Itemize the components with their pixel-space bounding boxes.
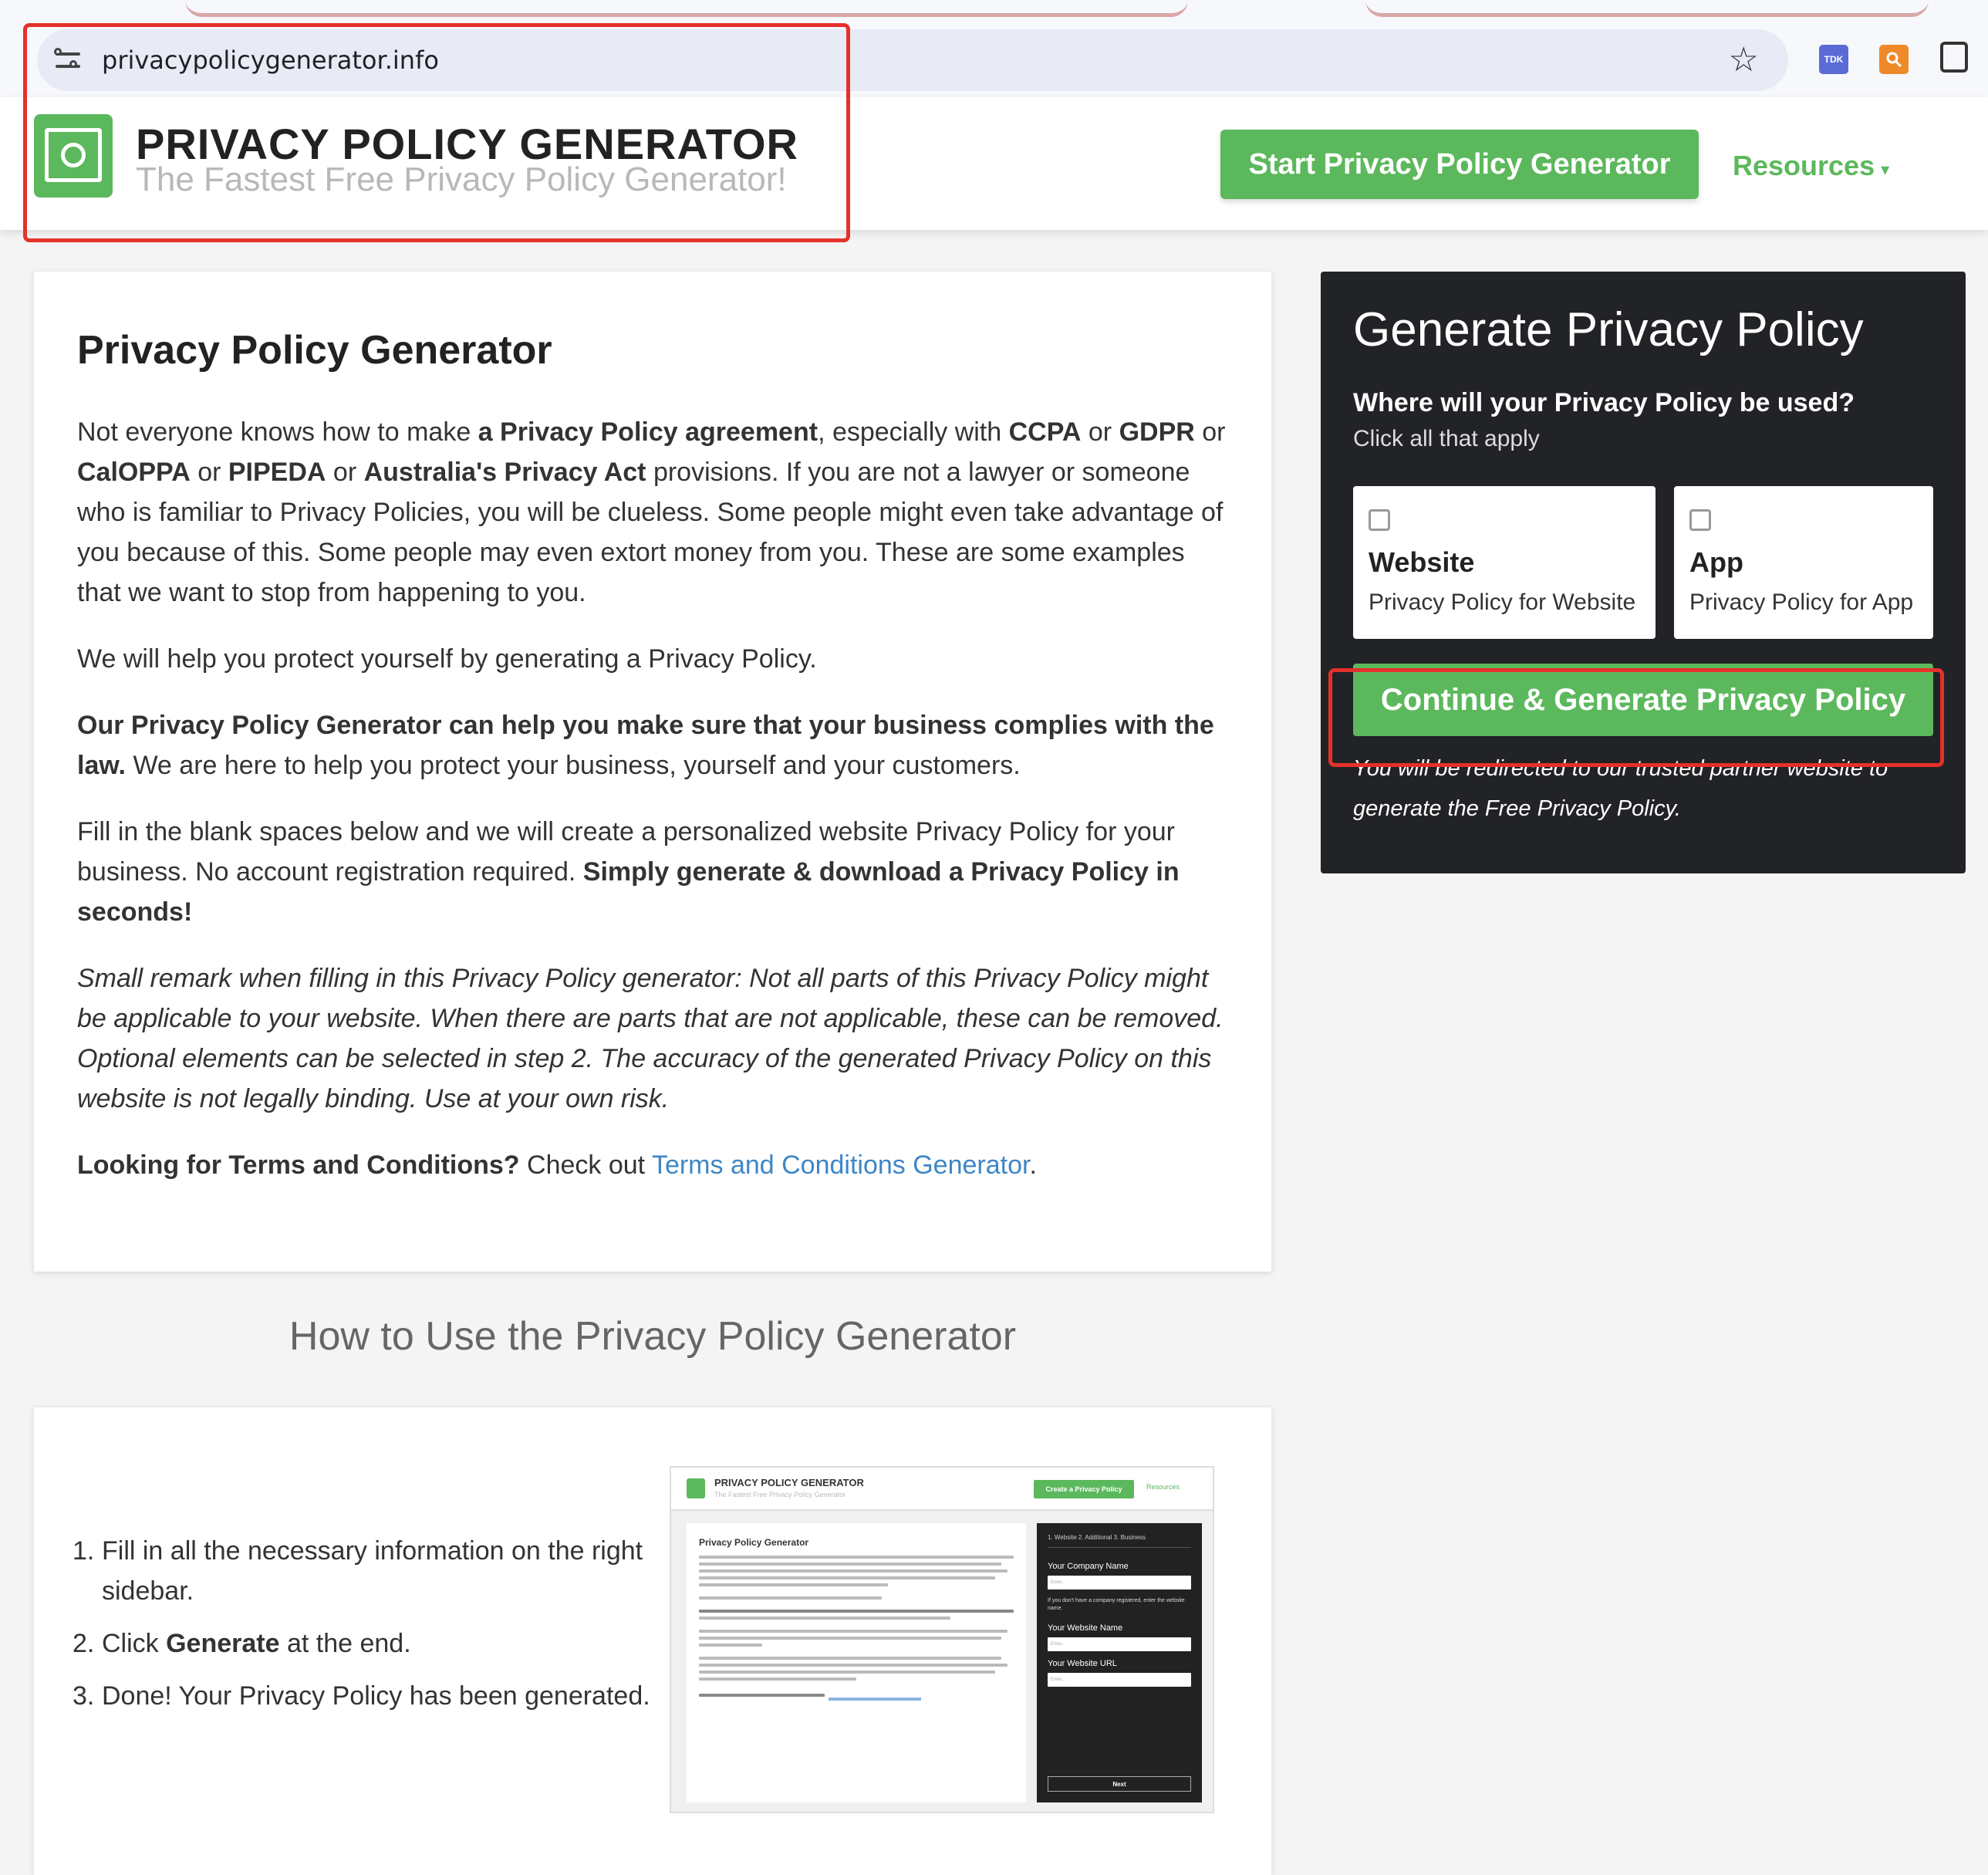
preview-main <box>687 1523 1026 1802</box>
option-app-title: App <box>1689 546 1743 578</box>
tab-strip <box>1365 0 1929 17</box>
preview-note: If you don't have a company registered, enter the website name. <box>1048 1598 1185 1611</box>
preview-input: Enter... <box>1048 1637 1191 1651</box>
list-item: 2. Click Generate at the end. <box>73 1629 411 1658</box>
option-app[interactable] <box>1674 486 1933 639</box>
resources-menu[interactable] <box>1733 150 1889 182</box>
preview-tabs: 1. Website 2. Additional 3. Business <box>1048 1534 1191 1548</box>
how-to-card <box>34 1407 1271 1875</box>
website-checkbox[interactable] <box>1369 509 1390 531</box>
generator-screenshot-preview <box>670 1466 1214 1813</box>
intro-paragraph: Not everyone knows how to make a Privacy Policy agreement, especially with CCPA or GDPR or CalOPPA or PIPEDA or Australia's Privacy Act provisions. If you are not a lawyer or someone who is familiar to Privacy Policies, you will be clueless. Some people might even take advantage of you because of this. Some people may even extort money from you. These are some examples that we want to stop from happening to you. <box>77 417 1226 607</box>
preview-input: Enter... <box>1048 1673 1191 1687</box>
preview-website-label: Your Website Name <box>1048 1623 1123 1633</box>
how-to-steps <box>73 1531 659 1728</box>
option-app-desc: Privacy Policy for App <box>1689 590 1914 615</box>
resources-label: Resources <box>1733 150 1875 181</box>
caret-down-icon: ▾ <box>1881 160 1890 179</box>
terms-paragraph: Looking for Terms and Conditions? Check out Terms and Conditions Generator. <box>77 1150 1037 1180</box>
list-item: 1. Fill in all the necessary information on the right sidebar. <box>73 1536 643 1606</box>
preview-next-button: Next <box>1048 1776 1191 1792</box>
intro-card <box>34 272 1271 1272</box>
redirect-note: You will be redirected to our trusted partner website to generate the Free Privacy Policy. <box>1353 756 1888 821</box>
sidebar-title: Generate Privacy Policy <box>1353 303 1864 356</box>
preview-url-label: Your Website URL <box>1048 1659 1117 1668</box>
remark-paragraph: Small remark when filling in this Privacy Policy generator: Not all parts of this Privacy Policy might be applicable to your website. When there are parts that are not applicable, these can be removed. Optional elements can be selected in step 2. The accuracy of the generated Privacy Policy on this website is not legally binding. Use at your own risk. <box>77 964 1224 1113</box>
usage-question: Where will your Privacy Policy be used? <box>1353 388 1855 417</box>
protect-paragraph: We will help you protect yourself by generating a Privacy Policy. <box>77 644 817 674</box>
usage-options <box>1353 486 1933 639</box>
bookmark-star-icon[interactable]: ☆ <box>1728 40 1759 79</box>
usage-hint: Click all that apply <box>1353 426 1540 451</box>
preview-company-label: Your Company Name <box>1048 1562 1129 1571</box>
complies-paragraph: Our Privacy Policy Generator can help you make sure that your business complies with the law. We are here to help you protect your business, yourself and your customers. <box>77 711 1214 780</box>
logo-title[interactable]: PRIVACY POLICY GENERATOR <box>136 120 798 168</box>
extension-tdk-icon[interactable] <box>1819 45 1848 74</box>
preview-resources: Resources <box>1146 1483 1180 1491</box>
preview-logo-icon <box>687 1478 705 1498</box>
how-to-title: How to Use the Privacy Policy Generator <box>289 1314 1017 1359</box>
preview-main-title: Privacy Policy Generator <box>699 1537 809 1548</box>
fill-in-paragraph: Fill in the blank spaces below and we will create a personalized website Privacy Policy for your business. No account registration required. Simply generate & download a Privacy Policy in seconds! <box>77 817 1180 927</box>
option-website-desc: Privacy Policy for Website <box>1369 590 1636 615</box>
page-title: Privacy Policy Generator <box>77 328 552 373</box>
url-text[interactable]: privacypolicygenerator.info <box>102 46 439 75</box>
preview-title: PRIVACY POLICY GENERATOR <box>714 1477 864 1488</box>
start-generator-button[interactable]: Start Privacy Policy Generator <box>1220 130 1699 199</box>
option-website[interactable] <box>1353 486 1656 639</box>
option-website-title: Website <box>1369 546 1475 578</box>
preview-tagline: The Fastest Free Privacy Policy Generator <box>714 1491 846 1498</box>
continue-generate-button[interactable]: Continue & Generate Privacy Policy <box>1353 664 1933 736</box>
preview-sidebar <box>1037 1523 1202 1802</box>
extension-search-icon[interactable] <box>1879 45 1909 74</box>
tab-strip <box>185 0 1188 17</box>
preview-input: Enter... <box>1048 1576 1191 1590</box>
list-item: 3. Done! Your Privacy Policy has been generated. <box>73 1681 650 1711</box>
preview-button: Create a Privacy Policy <box>1034 1480 1134 1498</box>
terms-generator-link[interactable]: Terms and Conditions Generator <box>651 1150 1030 1180</box>
highlight-box-continue <box>1328 668 1944 767</box>
extensions-puzzle-icon[interactable] <box>1940 42 1968 73</box>
logo-tagline: The Fastest Free Privacy Policy Generator! <box>136 160 787 198</box>
extension-tdk-label: TDK <box>1824 54 1844 65</box>
highlight-box-header <box>23 23 850 242</box>
app-checkbox[interactable] <box>1689 509 1711 531</box>
generate-sidebar <box>1321 272 1966 873</box>
